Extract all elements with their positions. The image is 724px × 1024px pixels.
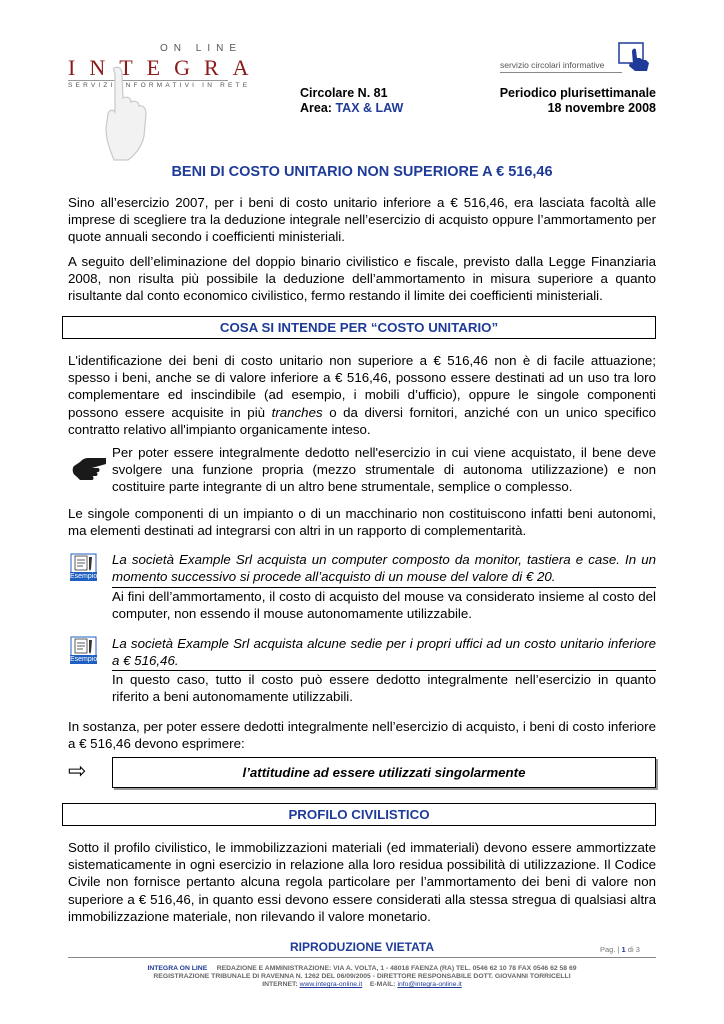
paragraph-4: Per poter essere integralmente dedotto nell'esercizio in cui viene acquistato, il bene deve svolgere una funzione propria (mezzo strumentale di autonoma utilizzazione) e non costituire parte integrante di un altro bene strumentale, semplice o complesso.	[112, 445, 656, 495]
footer-rule	[68, 957, 656, 958]
example-icon	[70, 553, 97, 581]
email-link[interactable]: info@integra-online.it	[397, 981, 462, 988]
example-label: Esempio	[70, 656, 98, 663]
paragraph-2: A seguito dell’eliminazione del doppio binario civilistico e fiscale, previsto dalla Legge Finanziaria 2008, non risulta più possibile la deduzione dell’ammortamento in misura superiore a quanto risultante dal conto economico civilistico, fermo restando il limite dei coefficienti ministeriali.	[68, 254, 656, 304]
footer-line-2: REGISTRAZIONE TRIBUNALE DI RAVENNA N. 1262 DEL 06/09/2005 - DIRETTORE RESPONSABILE DOTT. GIOVANNI TORRICELLI	[153, 973, 571, 980]
hand-click-icon	[618, 42, 652, 72]
logo-subtitle: SERVIZI INFORMATIVI IN RETE	[68, 82, 251, 89]
paragraph-5: Le singole componenti di un impianto o di un macchinario non costituiscono infatti beni autonomi, ma elementi destinati ad integrarsi con altri in un rapporto di complementarità.	[68, 506, 656, 539]
area-label: Area:	[300, 101, 332, 115]
logo-integra: INTEGRA	[68, 55, 263, 80]
issue-date: 18 novembre 2008	[547, 101, 656, 115]
page-number: Pag. | 1 di 3	[600, 945, 640, 954]
highlight-box: l’attitudine ad essere utilizzati singolarmente	[112, 757, 656, 788]
service-label: servizio circolari informative	[500, 60, 605, 70]
page-title: BENI DI COSTO UNITARIO NON SUPERIORE A € 516,46	[171, 164, 553, 180]
footer-brand: INTEGRA ON LINE	[147, 965, 208, 972]
paragraph-6: In sostanza, per poter essere dedotti integralmente nell’esercizio di acquisto, i beni di costo inferiore a € 516,46 devono esprimere:	[68, 719, 656, 752]
example-2-answer: In questo caso, tutto il costo può essere dedotto integralmente nell’esercizio in quanto riferito a beni autonomamente utilizzabili.	[112, 672, 656, 705]
example-label: Esempio	[70, 573, 98, 580]
example-icon	[70, 636, 97, 664]
example-2-case: La società Example Srl acquista alcune sedie per i propri uffici ad un costo unitario inferiore a € 516,46.	[112, 636, 656, 669]
area	[300, 101, 403, 115]
pointing-hand-icon	[70, 452, 108, 484]
paragraph-1: Sino all’esercizio 2007, per i beni di costo unitario inferiore a € 516,46, era lasciata facoltà alle imprese di scegliere tra la deduzione integrale nell’esercizio di acquisto oppure l’ammortamento per quote annuali secondo i coefficienti ministeriali.	[68, 195, 656, 245]
paragraph-3: L'identificazione dei beni di costo unitario non superiore a € 516,46 non è di facile attuazione; spesso i beni, anche se di valore inferiore a € 516,46, possono essere destinati ad un uso tra loro complementare ed inscindibile (ad esempio, i mobili d’ufficio), oppure le singole componenti possono essere acquisite in più tranches o da diversi fornitori, anziché con un unico specifico contratto relativo all'impianto organicamente inteso.	[68, 353, 656, 437]
section-heading-profilo-civilistico: PROFILO CIVILISTICO	[62, 803, 656, 826]
periodicity: Periodico plurisettimanale	[499, 86, 656, 100]
circolare-number: Circolare N. 81	[300, 86, 388, 100]
arrow-right-icon: ⇨	[68, 758, 87, 783]
service-rule	[500, 72, 622, 73]
hand-logo-icon	[100, 64, 150, 164]
section-heading-costo-unitario: COSA SI INTENDE PER “COSTO UNITARIO”	[62, 316, 656, 339]
footer-line-1: INTEGRA ON LINE REDAZIONE E AMMINISTRAZIONE: VIA A. VOLTA, 1 - 48018 FAENZA (RA) TEL. 0546 62 10 78 FAX 0546 62 58 69	[147, 965, 577, 972]
website-link[interactable]: www.integra-online.it	[299, 981, 363, 988]
area-value: TAX & LAW	[335, 101, 404, 115]
footer-title: RIPRODUZIONE VIETATA	[290, 940, 434, 954]
footer-line-3: INTERNET: www.integra-online.it E-MAIL: info@integra-online.it	[262, 981, 462, 988]
paragraph-7: Sotto il profilo civilistico, le immobilizzazioni materiali (ed immateriali) devono essere ammortizzate sistematicamente in ogni esercizio in relazione alla loro residua possibilità di utilizzazione. Il Codice Civile non fornisce pertanto alcuna regola particolare per l’ammortamento dei beni di valore non superiore a € 516,46, in quanto essi devono essere considerati alla stessa stregua di qualsiasi altra immobilizzazione materiale, non rilevando il valore monetario.	[68, 840, 656, 924]
example-1-answer: Ai fini dell’ammortamento, il costo di acquisto del mouse va considerato insieme al costo del computer, non essendo il mouse autonomamente utilizzabile.	[112, 589, 656, 622]
logo-online: ON LINE	[160, 43, 243, 54]
example-1-case: La società Example Srl acquista un computer composto da monitor, tastiera e case. In un momento successivo si procede all’acquisto di un mouse del valore di € 20.	[112, 552, 656, 585]
